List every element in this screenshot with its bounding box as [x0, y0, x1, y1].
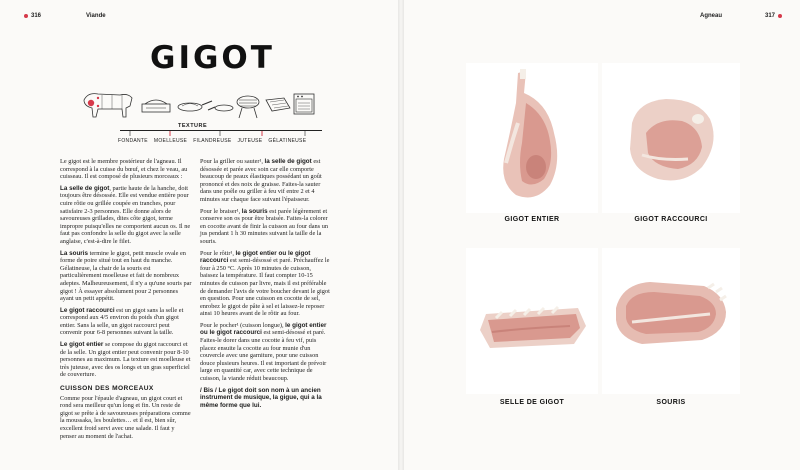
method-intro: Pour le rôtir¹, — [200, 249, 236, 257]
roasting-dish-icon — [266, 98, 290, 111]
cut-paragraph — [60, 307, 192, 337]
method-intro: Pour le braiser¹, — [200, 207, 242, 215]
page-number-text: 317 — [765, 13, 776, 19]
method-description: est désossée et parée avec soin car elle comporte beaucoup de peaux élastiques possédant un goût prononcé et des noix de graisse. Faites-la sauter dans une poêle ou griller à feu vif entre 2 et 4 minutes sur chaque face suivant l'épaisseur. — [200, 158, 322, 203]
page-number-text: 316 — [31, 13, 42, 19]
right-section-label: Agneau — [700, 13, 723, 19]
method-intro: Pour la griller ou sauter¹, — [200, 158, 265, 165]
method-paragraph — [200, 322, 330, 383]
texture-label: TEXTURE — [178, 123, 208, 129]
whole-leg-photo-icon — [466, 63, 598, 213]
method-paragraph — [200, 158, 330, 204]
texture-word: GÉLATINEUSE — [268, 138, 307, 144]
method-paragraph — [200, 208, 330, 246]
photo-selle-de-gigot — [466, 248, 598, 394]
cut-name: La souris — [60, 249, 88, 257]
cut-name: le gigot entier ou le gigot raccourci — [200, 249, 311, 265]
left-page-number — [24, 13, 41, 19]
photo-caption: GIGOT ENTIER — [504, 216, 560, 223]
cut-name: Le gigot raccourci — [60, 306, 115, 314]
cut-paragraph — [60, 341, 192, 379]
cut-paragraph — [60, 185, 192, 246]
cut-description: termine le gigot, petit muscle ovale en forme de poire situé tout en haut du manche. Gélatineuse, la chair de la souris est particulièrement moelleuse et fait de nombreux adeptes. Malheureusement, il n'y a qu'une souris par gigot ! À essayer absolument pour 2 personnes ayant un petit appétit. — [60, 249, 192, 303]
texture-word: MOELLEUSE — [153, 138, 188, 144]
grill-icon — [237, 96, 259, 118]
photo-caption: SELLE DE GIGOT — [499, 399, 565, 406]
cut-name: Le gigot entier — [60, 341, 104, 349]
photo-caption: GIGOT RACCOURCI — [634, 216, 708, 223]
lamb-diagram-icon — [84, 94, 132, 117]
photo-souris — [602, 248, 740, 394]
method-intro: Pour le pocher¹ (cuisson longue), — [200, 321, 286, 329]
photo-caption: SOURIS — [656, 399, 686, 406]
saddle-photo-icon — [466, 248, 598, 394]
texture-scale-marks — [120, 131, 322, 137]
note-marker: / Bis / — [200, 386, 217, 394]
method-description: est semi-désossé et paré. Préchauffez le four à 250 °C. Après 10 minutes de cuisson, baissez la température. Il faut compter 10-15 minutes de cuisson par livre, mais il est préférable de demander l'avis de votre boucher devant le gigot en question. Pour une cuisson en cocotte de sel, enrobez le gigot de pâte à sel et laissez-le reposer ainsi 10 heures avant de le rôtir au four. — [200, 257, 330, 318]
right-page-number — [765, 13, 782, 19]
cutting-board-icon — [142, 100, 170, 112]
accent-dot-icon — [778, 14, 782, 18]
page-title: GIGOT — [150, 40, 275, 76]
cut-description: se compose du gigot raccourci et de la selle. Un gigot entier peut convenir pour 8-10 personnes au maximum. La texture est moelleuse et très juteuse, avec des os longs et un gras superficiel de couverture. — [60, 341, 191, 379]
cut-name: la selle de gigot — [264, 158, 312, 165]
frying-pan-icon — [178, 101, 212, 111]
text-column-left — [60, 158, 192, 444]
oven-icon — [294, 94, 314, 114]
section-heading: CUISSON DES MORCEAUX — [60, 385, 154, 393]
cut-description: , partie haute de la hanche, doit toujours être désossée. Elle est vendue entière pour cuire rôtie ou grillée coupée en tranches, pour satisfaire 2-3 personnes. Elle donne alors de savoureuses grillades, dites côte gigot, terme impropre puisqu'elles ne comportent aucun os. Il ne faut pas confondre la selle du gigot avec la selle anglaise, c'est-à-dire le filet. — [60, 184, 191, 245]
text-column-right — [200, 158, 330, 413]
photo-gigot-raccourci — [602, 63, 740, 213]
side-note — [200, 387, 330, 410]
book-gutter — [398, 0, 404, 470]
cooking-icons-row — [78, 84, 318, 122]
cut-name: La selle de gigot — [60, 184, 110, 192]
pan-icon — [208, 105, 233, 111]
left-section-label: Viande — [86, 13, 106, 19]
cut-name: la souris — [241, 207, 268, 215]
short-leg-photo-icon — [602, 63, 740, 213]
texture-word: JUTEUSE — [237, 138, 263, 144]
texture-word: FILANDREUSE — [193, 138, 232, 144]
accent-dot-icon — [24, 14, 28, 18]
cooking-paragraph: Comme pour l'épaule d'agneau, un gigot court et rond sera meilleur qu'un long et fin. Un reste de gigot se prête à de savoureuses préparations comme la moussaka, les boulettes… et il est, bien sûr, excellent froid servi avec une salade. Il faut y penser au moment de l'achat. — [60, 394, 191, 440]
method-description: est semi-désossé et paré. Faites-le dorer dans une cocotte à feu vif, puis placez ensuite la cocotte au four munie d'un couvercle avec une garniture, pour une cuisson douce plusieurs heures. Il est important de prévoir large en quantité car, avec cette technique de cuisson, la viande réduit beaucoup. — [200, 329, 327, 383]
cut-description: est un gigot sans la selle et correspond aux 4/5 environ du poids d'un gigot entier. Sans la selle, un gigot raccourci peut convenir pour 6-8 personnes suivant la taille. — [60, 306, 184, 337]
note-text: Le gigot doit son nom à un ancien instrument de musique, la gigue, qui a la même forme que lui. — [200, 386, 322, 409]
photo-gigot-entier — [466, 63, 598, 213]
cut-paragraph — [60, 250, 192, 303]
method-paragraph — [200, 250, 330, 318]
method-description: est parée légèrement et conserve son os pour être braisée. Faites-la colorer en cocotte avant de finir la cuisson au four dans un jus pendant 1 h 30 minutes suivant la taille de la souris. — [200, 207, 328, 245]
texture-word: FONDANTE — [118, 138, 148, 144]
cut-name: le gigot entier ou le gigot raccourci — [200, 321, 327, 337]
intro-paragraph: Le gigot est le membre postérieur de l'agneau. Il correspond à la cuisse du bœuf, et chez le veau, au cuisseau. Il est composé de plusieurs morceaux : — [60, 158, 188, 181]
shank-photo-icon — [602, 248, 740, 394]
texture-scale-words — [118, 138, 328, 144]
